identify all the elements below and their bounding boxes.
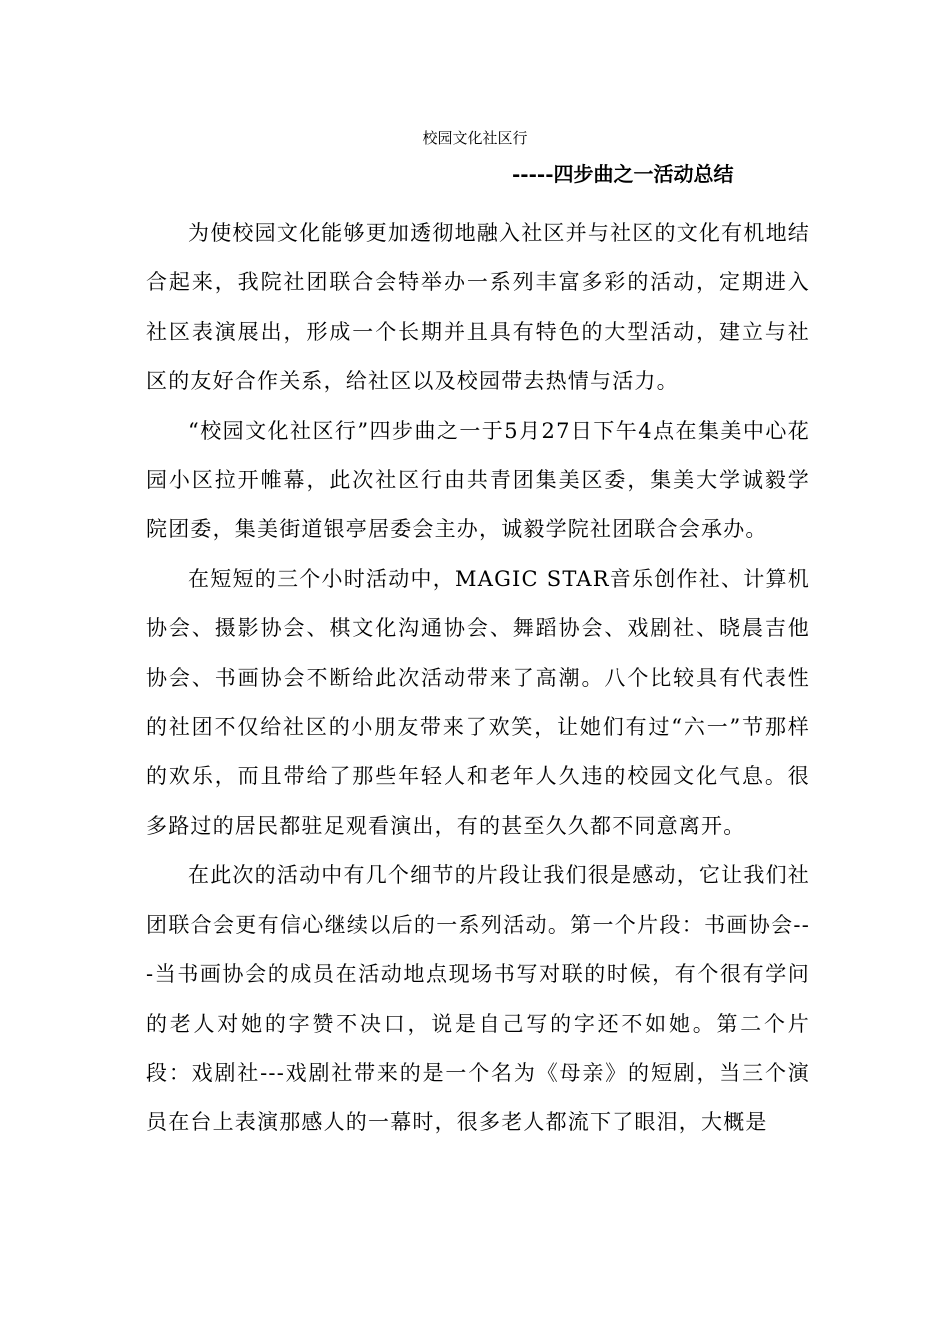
document-body <box>146 209 810 1148</box>
paragraph-3: 在短短的三个小时活动中，MAGIC STAR音乐创作社、计算机协会、摄影协会、棋文化沟通协会、舞蹈协会、戏剧社、晓晨吉他协会、书画协会不断给此次活动带来了高潮。八个比较具有代表性的社团不仅给社区的小朋友带来了欢笑，让她们有过“六一”节那样的欢乐，而且带给了那些年轻人和老年人久违的校园文化气息。很多路过的居民都驻足观看演出，有的甚至久久都不同意离开。 <box>146 566 810 838</box>
paragraph-2: “校园文化社区行”四步曲之一于5月27日下午4点在集美中心花园小区拉开帷幕，此次社区行由共青团集美区委，集美大学诚毅学院团委，集美街道银亭居委会主办，诚毅学院社团联合会承办。 <box>146 418 810 542</box>
paragraph-4: 在此次的活动中有几个细节的片段让我们很是感动，它让我们社团联合会更有信心继续以后的一系列活动。第一个片段：书画协会---当书画协会的成员在活动地点现场书写对联的时候，有个很有学问的老人对她的字赞不决口，说是自己写的字还不如她。第二个片段：戏剧社---戏剧社带来的是一个名为《母亲》的短剧，当三个演员在台上表演那感人的一幕时，很多老人都流下了眼泪，大概是 <box>146 863 810 1135</box>
paragraph-1: 为使校园文化能够更加透彻地融入社区并与社区的文化有机地结合起来，我院社团联合会特举办一系列丰富多彩的活动，定期进入社区表演展出，形成一个长期并且具有特色的大型活动，建立与社区的友好合作关系，给社区以及校园带去热情与活力。 <box>146 221 810 394</box>
document-title: 校园文化社区行 <box>422 129 528 147</box>
document-subtitle: -----四步曲之一活动总结 <box>512 162 734 186</box>
